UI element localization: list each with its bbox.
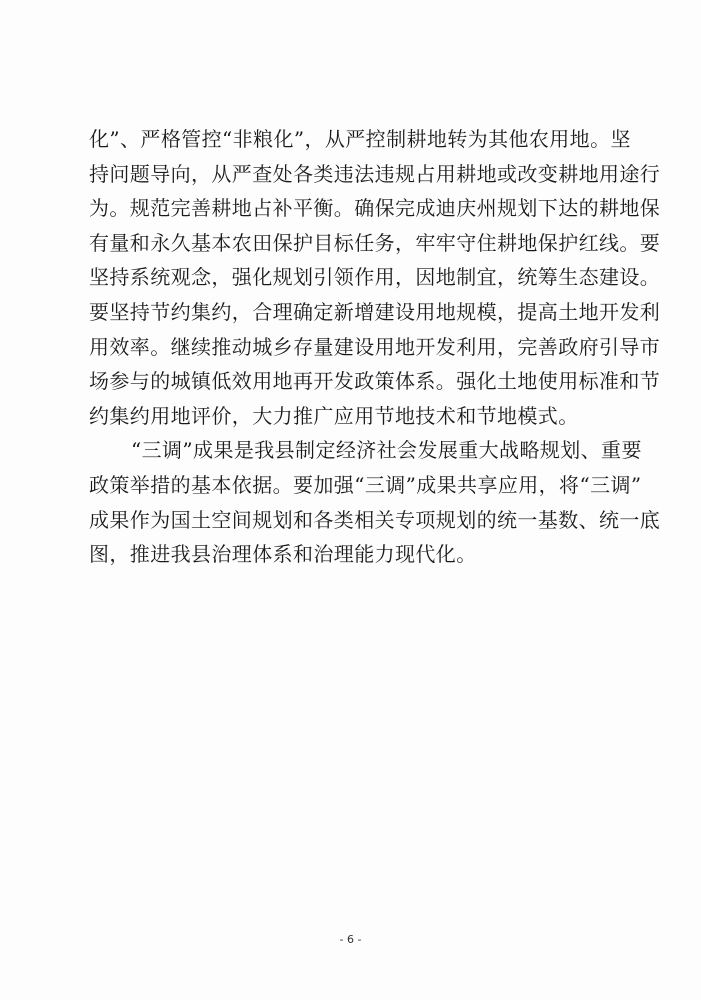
text-line: 为。规范完善耕地占补平衡。确保完成迪庆州规划下达的耕地保 (89, 196, 661, 221)
text-line: 约集约用地评价，大力推广应用节地技术和节地模式。 (89, 403, 579, 428)
page-number: - 6 - (339, 933, 362, 946)
text-line: 政策举措的基本依据。要加强“三调”成果共享应用，将“三调” (89, 472, 642, 497)
paragraph-2 (89, 433, 661, 571)
text-line: 要坚持节约集约，合理确定新增建设用地规模，提高土地开发利 (89, 299, 661, 324)
text-line: 成果作为国土空间规划和各类相关专项规划的统一基数、统一底 (89, 507, 661, 532)
text-line: 化”、严格管控“非粮化”，从严控制耕地转为其他农用地。坚 (89, 127, 631, 151)
text-line: “三调”成果是我县制定经济社会发展重大战略规划、重要 (131, 438, 642, 463)
document-body (89, 122, 661, 572)
text-line: 图，推进我县治理体系和治理能力现代化。 (89, 542, 477, 567)
text-line: 有量和永久基本农田保护目标任务，牢牢守住耕地保护红线。要 (89, 230, 661, 255)
text-line: 用效率。继续推动城乡存量建设用地开发利用，完善政府引导市 (89, 334, 661, 359)
text-line: 场参与的城镇低效用地再开发政策体系。强化土地使用标准和节 (89, 369, 661, 394)
text-line: 持问题导向，从严查处各类违法违规占用耕地或改变耕地用途行 (89, 161, 661, 186)
text-line: 坚持系统观念，强化规划引领作用，因地制宜，统筹生态建设。 (89, 265, 661, 290)
paragraph-1 (89, 122, 661, 433)
